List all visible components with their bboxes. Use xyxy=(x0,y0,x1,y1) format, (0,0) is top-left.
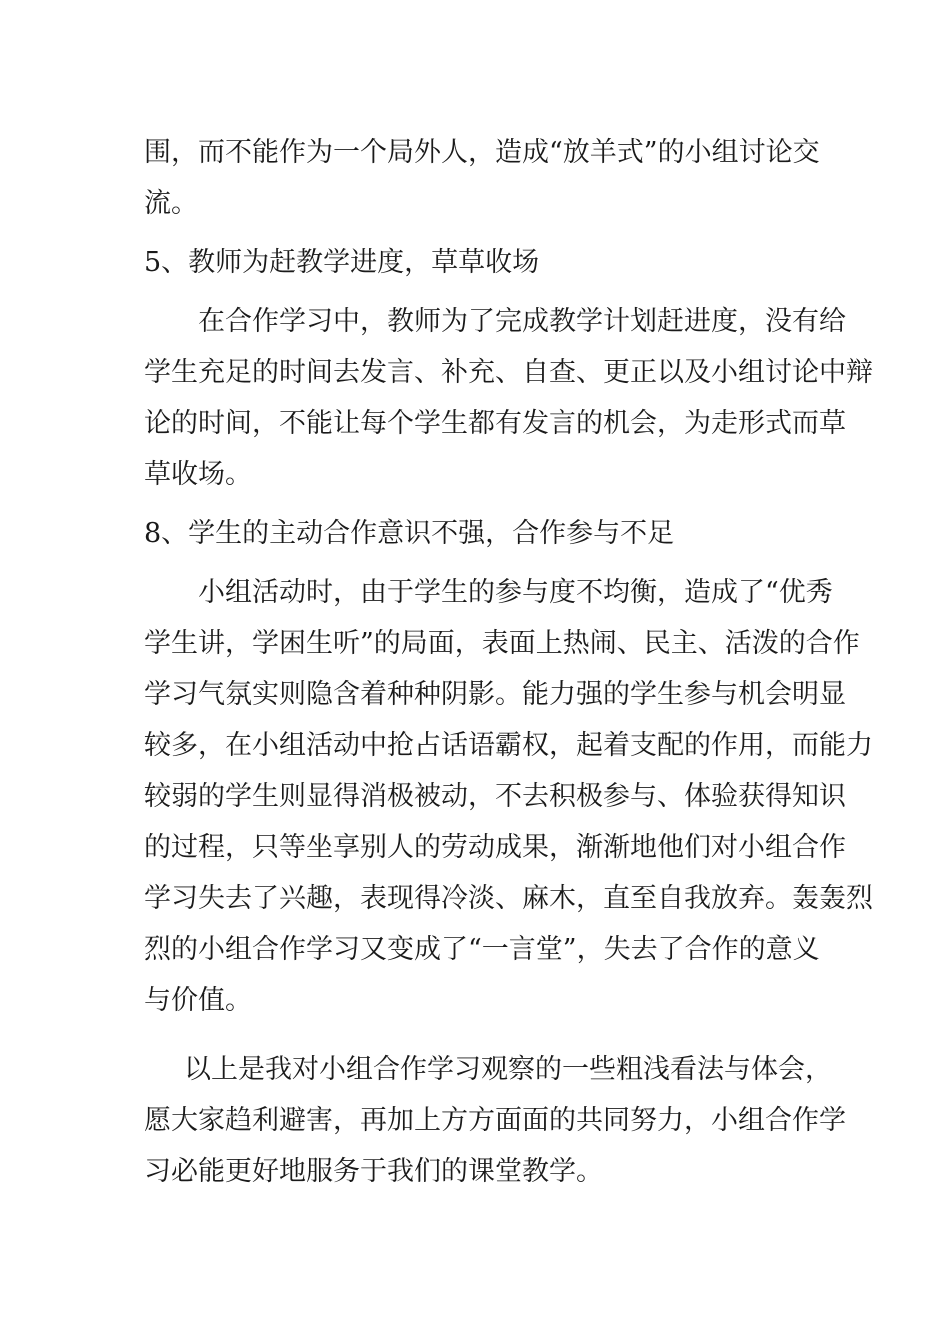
text-line: 在合作学习中，教师为了完成教学计划赶进度，没有给 xyxy=(198,306,846,337)
text-line: 论的时间，不能让每个学生都有发言的机会，为走形式而草 xyxy=(144,408,846,439)
text-line: 围，而不能作为一个局外人，造成“放羊式”的小组讨论交 xyxy=(144,137,820,168)
text-line: 学习失去了兴趣，表现得冷淡、麻木，直至自我放弃。轰轰烈 xyxy=(144,883,873,914)
text-line: 愿大家趋利避害，再加上方方面面的共同努力，小组合作学 xyxy=(144,1105,846,1136)
text-line: 较弱的学生则显得消极被动，不去积极参与、体验获得知识 xyxy=(144,781,846,812)
text-line: 学习气氛实则隐含着种种阴影。能力强的学生参与机会明显 xyxy=(144,679,846,710)
text-line: 学生讲，学困生听”的局面，表面上热闹、民主、活泼的合作 xyxy=(144,628,860,659)
text-line: 与价值。 xyxy=(144,985,252,1016)
document-body xyxy=(144,127,873,1197)
text-line: 习必能更好地服务于我们的课堂教学。 xyxy=(144,1156,603,1187)
text-line: 草收场。 xyxy=(144,459,252,490)
text-line: 较多，在小组活动中抢占话语霸权，起着支配的作用，而能力 xyxy=(144,730,873,761)
section-heading: 8、学生的主动合作意识不强，合作参与不足 xyxy=(144,518,675,549)
text-line: 学生充足的时间去发言、补充、自查、更正以及小组讨论中辩 xyxy=(144,357,873,388)
section-heading: 5、教师为赶教学进度，草草收场 xyxy=(144,247,540,278)
text-line: 烈的小组合作学习又变成了“一言堂”，失去了合作的意义 xyxy=(144,934,820,965)
text-line: 流。 xyxy=(144,188,198,219)
text-line: 以上是我对小组合作学习观察的一些粗浅看法与体会， xyxy=(184,1054,832,1085)
text-line: 小组活动时，由于学生的参与度不均衡，造成了“优秀 xyxy=(198,577,833,608)
text-line: 的过程，只等坐享别人的劳动成果，渐渐地他们对小组合作 xyxy=(144,832,846,863)
